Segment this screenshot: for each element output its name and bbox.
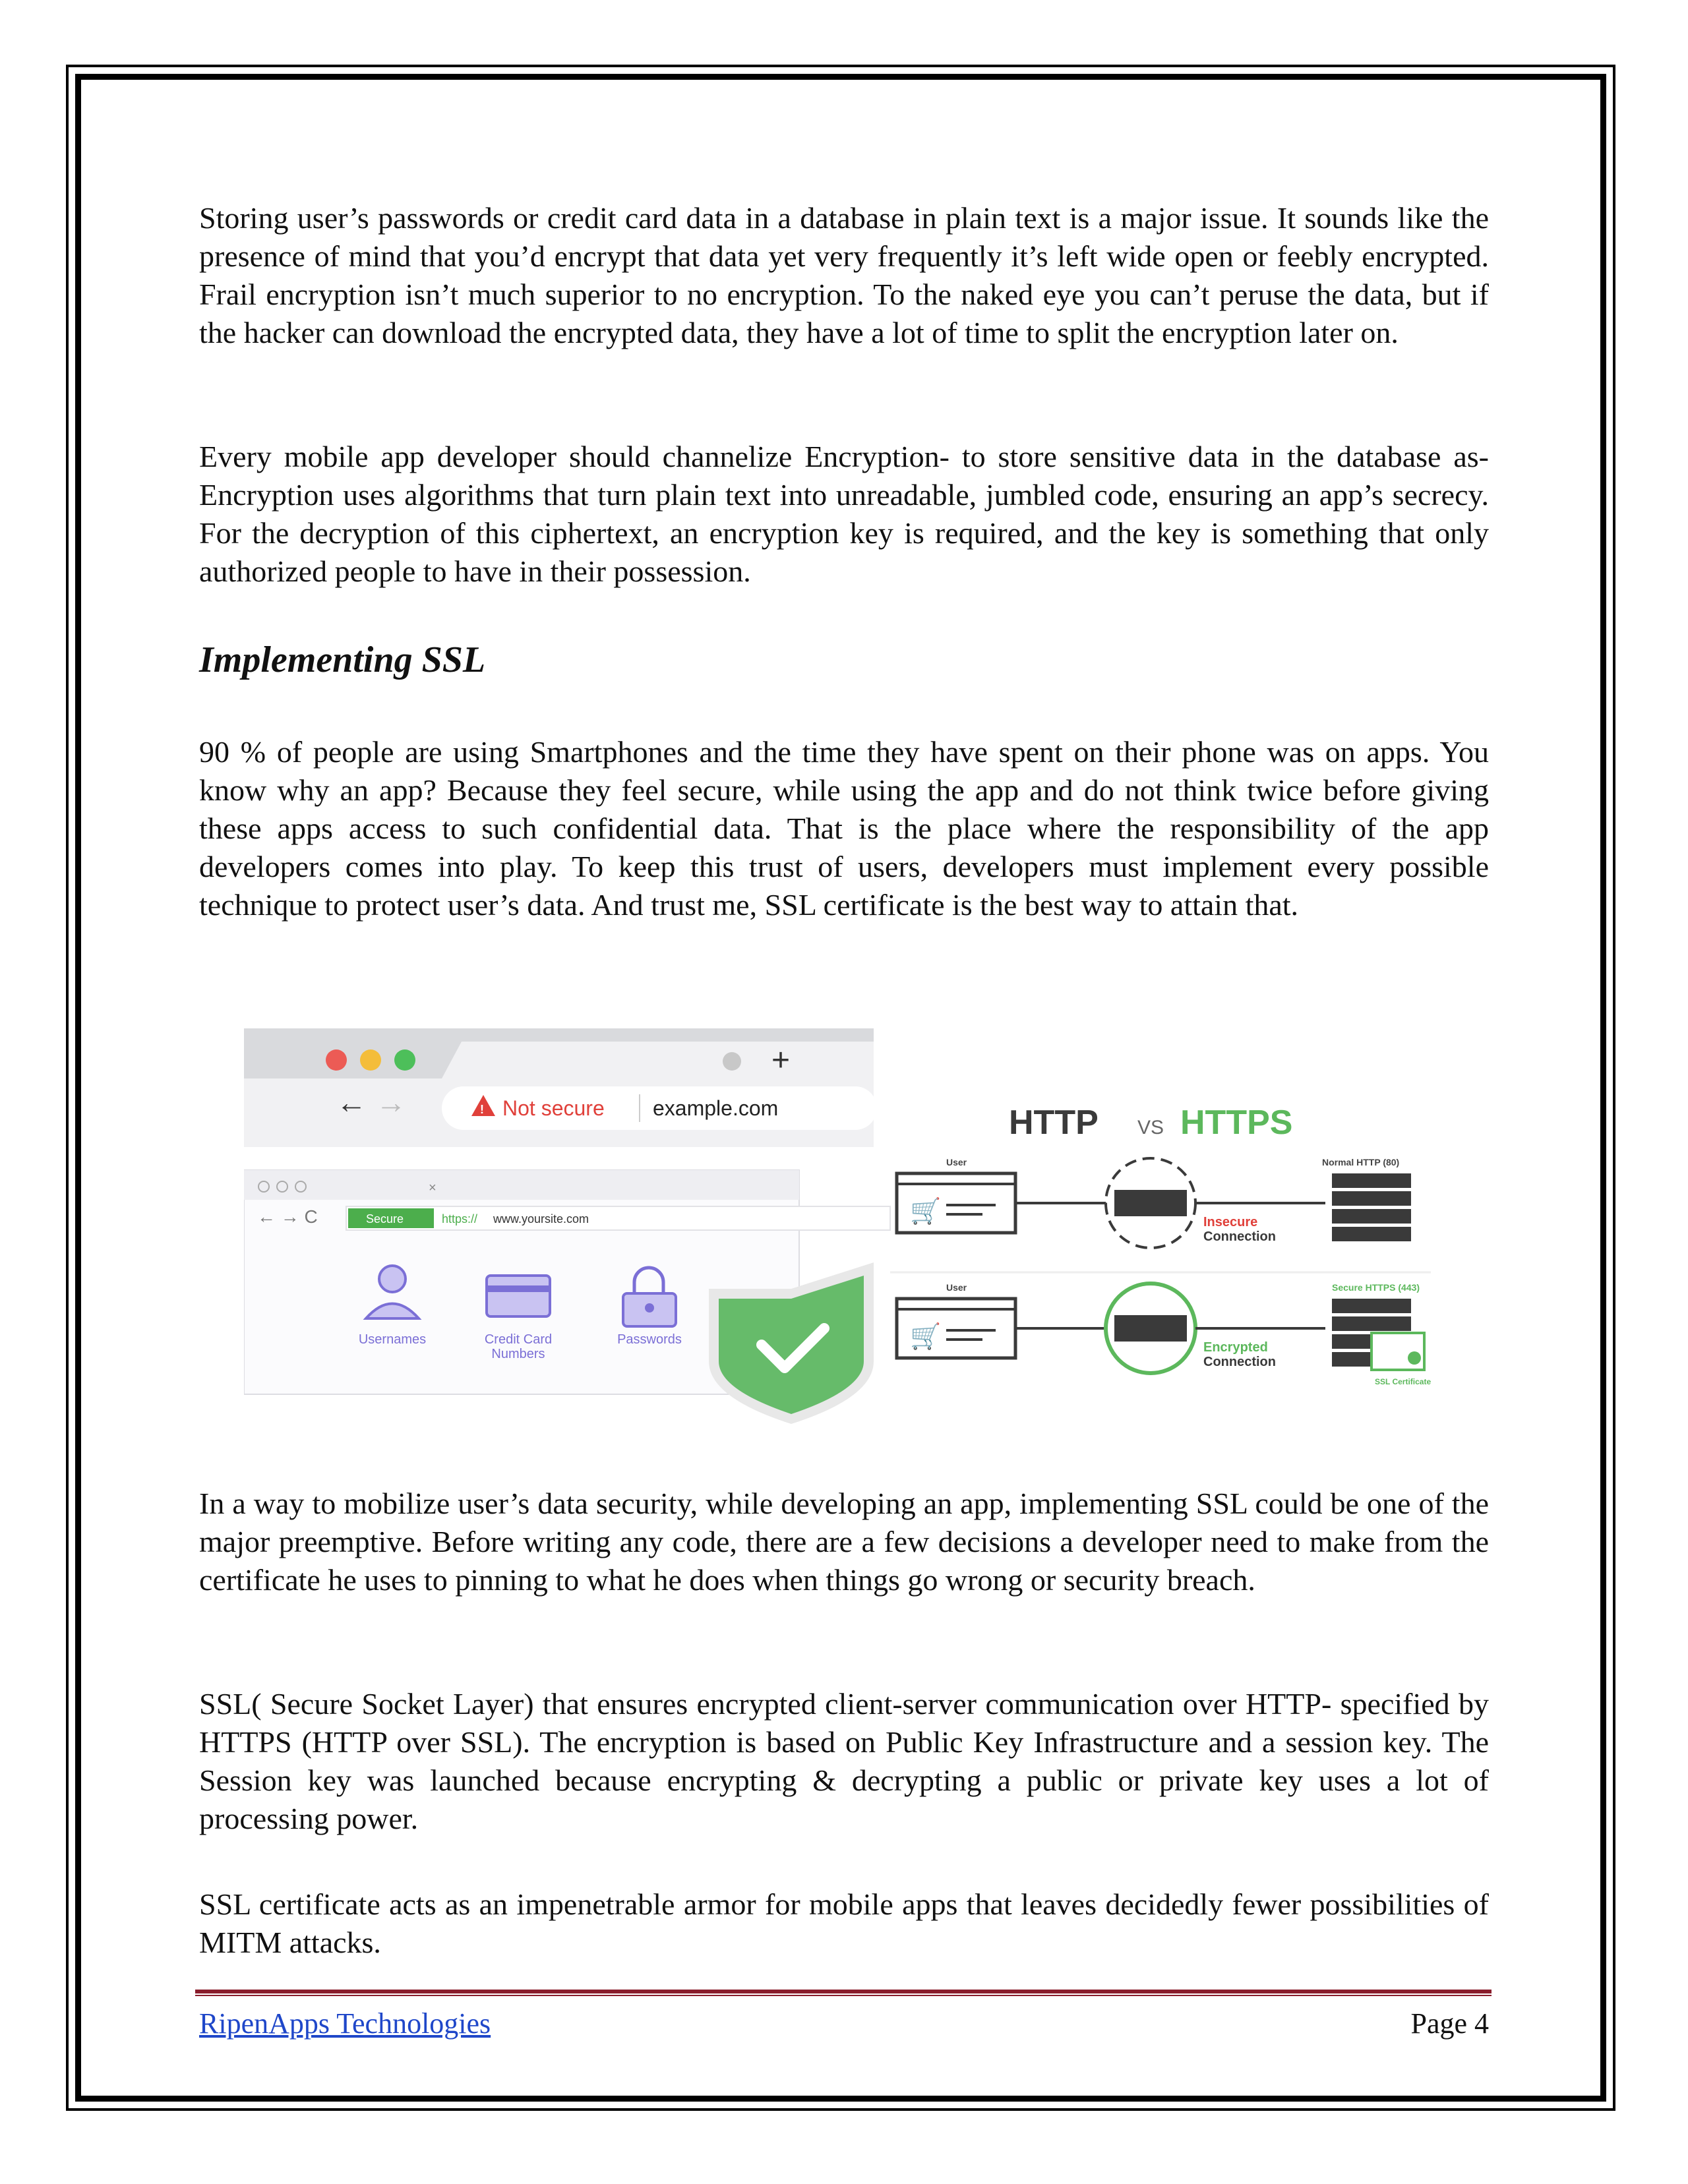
paragraph-4-block: [199, 1485, 1489, 1599]
browser-tab: [442, 1042, 874, 1078]
back-arrow-icon: ←: [336, 1085, 367, 1119]
nav-arrows-icon: ← → C: [257, 1206, 318, 1227]
http-title: HTTP: [1009, 1104, 1099, 1142]
encrypted-connection-label: Connection: [1203, 1355, 1276, 1369]
minimize-dot-icon: [360, 1049, 381, 1071]
tab-dot-icon: [723, 1052, 741, 1071]
section-heading: Implementing SSL: [199, 639, 486, 680]
paragraph-6: SSL certificate acts as an impenetrable armor for mobile apps that leaves decidedly fewer possibilities of MITM attacks.: [199, 1887, 1489, 1959]
paragraph-1: Storing user’s passwords or credit card data in a database in plain text is a major issue. It sounds like the presence of mind that you’d encrypt that data yet very frequently it’s left wide open or feebly encrypted. Frail encryption isn’t much superior to no encryption. To the naked eye you can’t peruse the data, but if the hacker can download the encrypted data, they have a lot of time to split the encryption later on.: [199, 201, 1489, 349]
svg-text:🛒: 🛒: [910, 1198, 942, 1225]
domain-label: example.com: [653, 1096, 779, 1120]
paragraph-6-block: [199, 1885, 1489, 1962]
https-title: HTTPS: [1180, 1104, 1293, 1142]
secure-badge-label: Secure: [366, 1212, 404, 1225]
user-laptop-icon-2: [897, 1299, 1015, 1358]
ssl-illustration-svg: [244, 1028, 1451, 1424]
server-http-label: Normal HTTP (80): [1322, 1157, 1400, 1167]
usernames-label: Usernames: [358, 1332, 427, 1347]
credit-card-label: Credit Card: [484, 1332, 553, 1347]
footer-divider: [195, 1990, 1492, 1996]
ssl-certificate-label: SSL Certificate: [1375, 1377, 1432, 1386]
paragraph-2-block: [199, 438, 1489, 591]
paragraph-5-block: [199, 1685, 1489, 1838]
credit-card-icon: [487, 1276, 550, 1316]
secure-browser-titlebar: [244, 1170, 799, 1200]
vs-title: VS: [1137, 1117, 1164, 1138]
close-dot-icon: [326, 1049, 347, 1071]
encrypted-card-icon: [1114, 1315, 1187, 1342]
insecure-connection-label: Connection: [1203, 1229, 1276, 1244]
not-secure-label: Not secure: [502, 1096, 605, 1120]
paragraph-1-block: [199, 199, 1489, 352]
paragraph-2: Every mobile app developer should channelize Encryption- to store sensitive data in the database as- Encryption uses algorithms that turn plain text into unreadable, jumbled code, ensuring an app’s secrecy. For the decryption of this ciphertext, an encryption key is required, and the key is something that only authorized people to have in their possession.: [199, 440, 1489, 588]
footer-company-link[interactable]: RipenApps Technologies: [199, 2007, 491, 2040]
http-vs-https-diagram: [890, 1104, 1431, 1386]
ssl-certificate-icon: [1372, 1333, 1424, 1370]
user-label-2: User: [946, 1282, 967, 1293]
url-host: www.yoursite.com: [493, 1212, 589, 1225]
maximize-dot-icon: [394, 1049, 415, 1071]
url-scheme: https://: [442, 1212, 478, 1225]
server-stack-icon-1: [1332, 1173, 1411, 1241]
user-label-1: User: [946, 1157, 967, 1167]
ssl-illustration: [244, 1028, 1451, 1424]
warning-exclaim: !: [480, 1103, 484, 1116]
paragraph-3: 90 % of people are using Smartphones and the time they have spent on their phone was on apps. You know why an app? Because they feel secure, while using the app and do not think twice before giving these apps access to such confidential data. That is the place where the responsibility of the app developers comes into play. To keep this trust of users, developers must implement every possible technique to protect user’s data. And trust me, SSL certificate is the best way to attain that.: [199, 735, 1489, 922]
encrypted-label: Encrypted: [1203, 1340, 1268, 1355]
numbers-label: Numbers: [491, 1347, 545, 1361]
user-laptop-icon-1: [897, 1173, 1015, 1233]
paragraph-3-block: [199, 733, 1489, 924]
footer-page-number: Page 4: [1410, 2007, 1489, 2040]
forward-arrow-icon: →: [376, 1085, 406, 1119]
insecure-label: Insecure: [1203, 1215, 1258, 1229]
new-tab-plus-icon: +: [771, 1043, 791, 1078]
passwords-label: Passwords: [617, 1332, 682, 1347]
section-heading-block: [199, 637, 1489, 683]
tab-close-icon: ×: [429, 1181, 437, 1195]
svg-text:🛒: 🛒: [910, 1323, 942, 1351]
insecure-card-icon: [1114, 1190, 1187, 1216]
paragraph-4: In a way to mobilize user’s data security, while developing an app, implementing SSL could be one of the major preemptive. Before writing any code, there are a few decisions a developer need to make from the certificate he uses to pinning to what he does when things go wrong or security breach.: [199, 1487, 1489, 1597]
browser-not-secure: [244, 1028, 877, 1147]
paragraph-5: SSL( Secure Socket Layer) that ensures encrypted client-server communication over HTTP- specified by HTTPS (HTTP over SSL). The encryption is based on Public Key Infrastructure and a session key. The Session key was launched because encrypting & decrypting a public or private key uses a lot of processing power.: [199, 1687, 1489, 1835]
server-https-label: Secure HTTPS (443): [1332, 1282, 1420, 1293]
browser-secure: [244, 1170, 890, 1424]
